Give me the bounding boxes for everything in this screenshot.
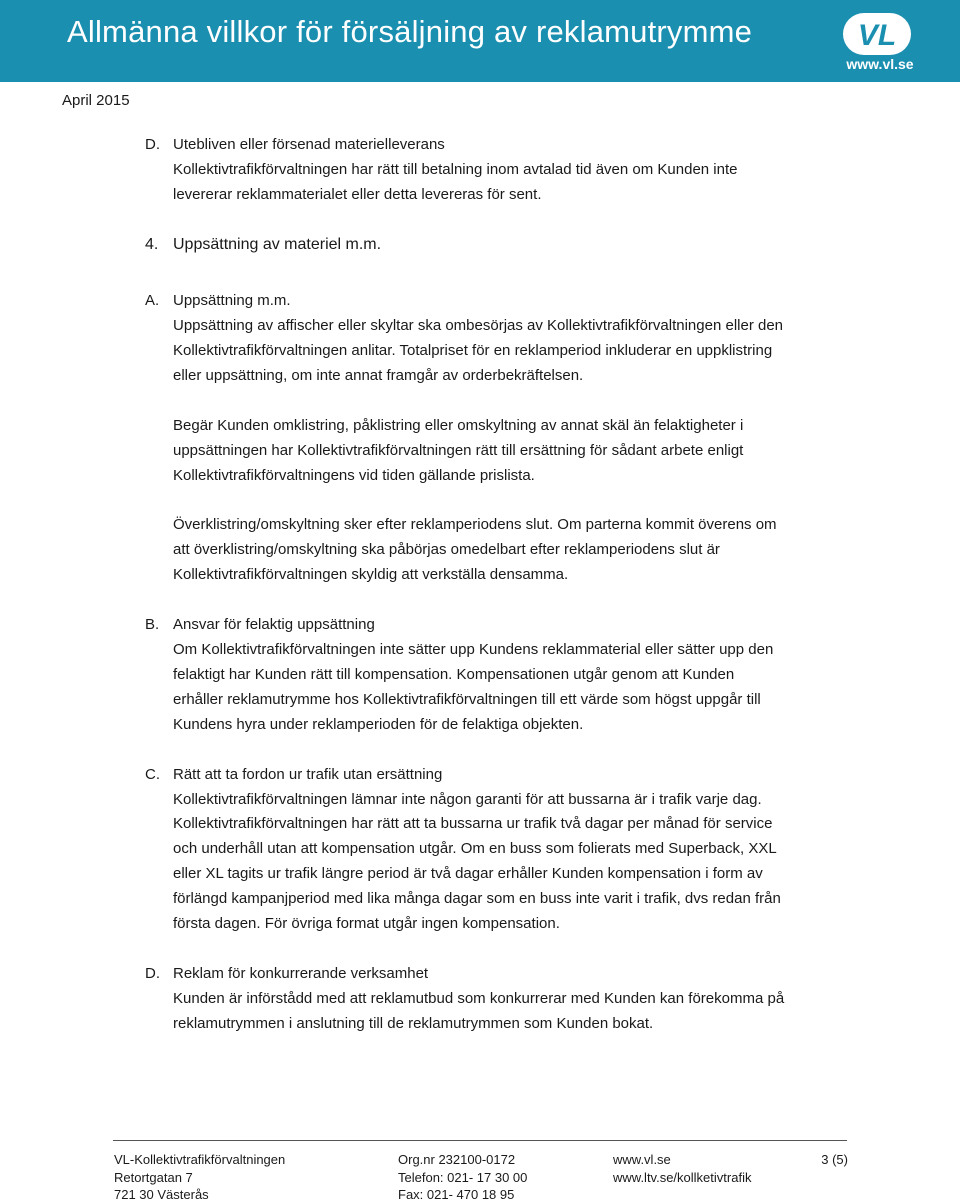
body-line: reklamutrymmen i anslutning till de reklamutrymmen som Kunden bokat. — [173, 1015, 654, 1032]
body-line: Om Kollektivtrafikförvaltningen inte sätter upp Kundens reklammaterial eller sätter upp den — [173, 641, 774, 658]
body-line: Kollektivtrafikförvaltningen har rätt till betalning inom avtalad tid även om Kunden inte — [173, 161, 738, 178]
body-line: felaktigt har Kunden rätt till kompensation. Kompensationen utgår genom att Kunden — [173, 666, 735, 683]
body-line: eller XL tagits ur trafik längre period är två dagar erhåller Kunden kompensation i form av — [173, 865, 763, 882]
section-marker: D. — [145, 965, 160, 982]
footer-phone: Telefon: 021- 17 30 00 — [398, 1170, 528, 1185]
body-line: Kollektivtrafikförvaltningens vid tiden gällande prislista. — [173, 467, 535, 484]
section-marker: C. — [145, 766, 160, 783]
body-line: Kollektivtrafikförvaltningen lämnar inte någon garanti för att bussarna är i trafik varje dag. — [173, 791, 762, 808]
document-title: Allmänna villkor för försäljning av reklamutrymme — [67, 14, 753, 49]
section-heading: Reklam för konkurrerande verksamhet — [173, 965, 429, 982]
footer-divider — [113, 1140, 847, 1141]
body-line: Kollektivtrafikförvaltningen har rätt att ta bussarna ur trafik två dagar per månad för service — [173, 815, 773, 832]
chapter-number: 4. — [145, 236, 159, 253]
body-line: förlängd kampanjperiod med lika många dagar som en buss inte varit i trafik, dvs redan från — [173, 890, 781, 907]
vl-logo — [838, 12, 922, 78]
body-line: Uppsättning av affischer eller skyltar ska ombesörjas av Kollektivtrafikförvaltningen eller den — [173, 317, 784, 334]
page-header — [0, 0, 960, 82]
vl-logo-icon — [842, 12, 912, 56]
body-line: Kollektivtrafikförvaltningen skyldig att verkställa densamma. — [173, 566, 569, 583]
body-line: eller uppsättning, om inte annat framgår av orderbekräftelsen. — [173, 367, 584, 384]
logo-url: www.vl.se — [846, 56, 914, 72]
section-heading: Utebliven eller försenad materielleverans — [173, 136, 445, 153]
body-line: uppsättningen har Kollektivtrafikförvaltningen rätt till ersättning för sådant arbete enligt — [173, 442, 744, 459]
section-heading: Rätt att ta fordon ur trafik utan ersättning — [173, 766, 443, 783]
section-heading: Ansvar för felaktig uppsättning — [173, 616, 375, 633]
footer-org-name: VL-Kollektivtrafikförvaltningen — [114, 1152, 286, 1167]
document-date: April 2015 — [62, 92, 130, 109]
body-line: första dagen. För övriga format utgår ingen kompensation. — [173, 915, 560, 932]
body-line: Överklistring/omskyltning sker efter reklamperiodens slut. Om parterna kommit överens om — [173, 516, 777, 533]
footer-link-ltv[interactable]: www.ltv.se/kollketivtrafik — [613, 1170, 752, 1185]
chapter-heading: Uppsättning av materiel m.m. — [173, 236, 382, 253]
section-heading: Uppsättning m.m. — [173, 292, 291, 309]
section-marker: A. — [145, 292, 160, 309]
footer-city: 721 30 Västerås — [114, 1187, 209, 1202]
footer-link-vl[interactable]: www.vl.se — [613, 1152, 671, 1167]
footer-fax: Fax: 021- 470 18 95 — [398, 1187, 515, 1202]
section-marker: B. — [145, 616, 160, 633]
body-line: erhåller reklamutrymme hos Kollektivtrafikförvaltningen till ett värde som högst uppgår till — [173, 691, 761, 708]
footer-street: Retortgatan 7 — [114, 1170, 193, 1185]
body-line: Kundens hyra under reklamperioden för de felaktiga objekten. — [173, 716, 584, 733]
body-line: Begär Kunden omklistring, påklistring eller omskyltning av annat skäl än felaktigheter i — [173, 417, 744, 434]
section-marker: D. — [145, 136, 160, 153]
body-line: Kollektivtrafikförvaltningen anlitar. Totalpriset för en reklamperiod inkluderar en uppklistring — [173, 342, 773, 359]
body-line: och underhåll utan att kompensation utgår. Om en buss som folierats med Superback, XXL — [173, 840, 777, 857]
footer-orgnr: Org.nr 232100-0172 — [398, 1152, 516, 1167]
body-line: Kunden är införstådd med att reklamutbud som konkurrerar med Kunden kan förekomma på — [173, 990, 785, 1007]
body-line: att överklistring/omskyltning ska påbörjas omedelbart efter reklamperiodens slut är — [173, 541, 720, 558]
logo-letters: VL — [857, 19, 897, 52]
body-line: levererar reklammaterialet eller detta levereras för sent. — [173, 186, 542, 203]
page-number: 3 (5) — [821, 1152, 848, 1167]
